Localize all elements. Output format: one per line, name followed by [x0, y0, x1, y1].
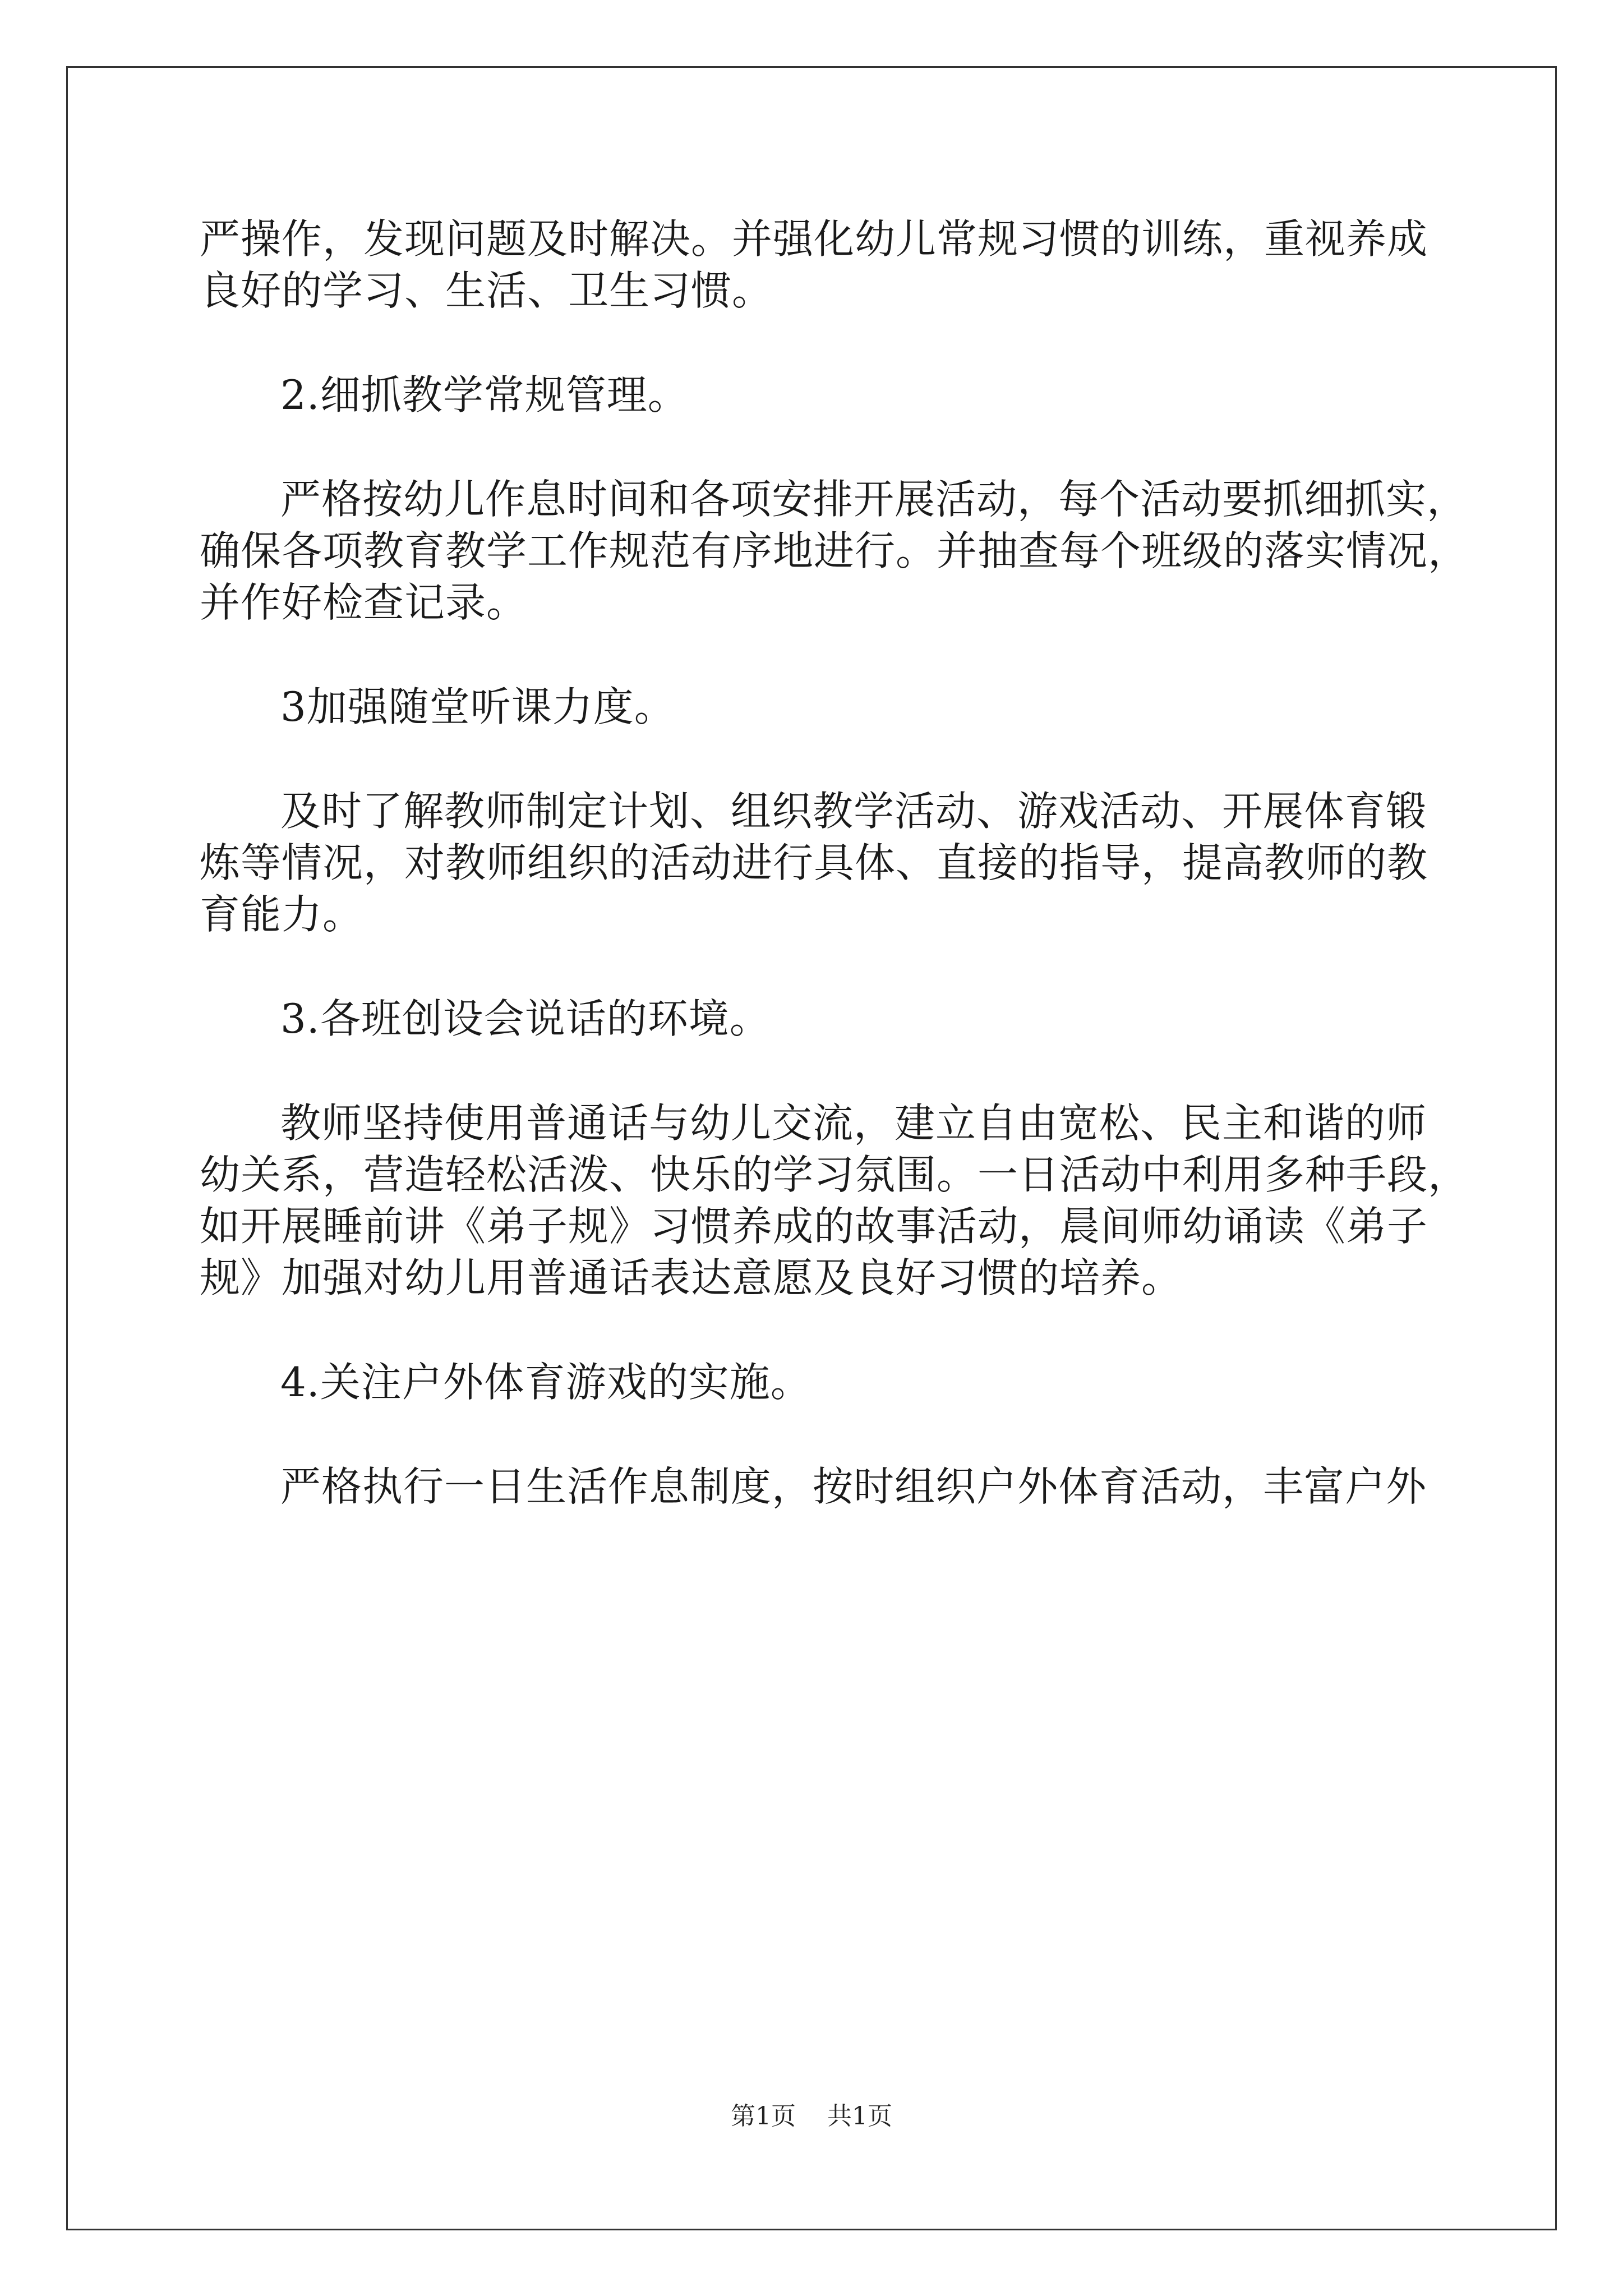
section-heading-line: 3加强随堂听课力度。	[280, 683, 675, 730]
paragraph-line: 规》加强对幼儿用普通话表达意愿及良好习惯的培养。	[200, 1254, 1183, 1301]
paragraph-line: 育能力。	[200, 891, 364, 938]
paragraph-line: 良好的学习、生活、卫生习惯。	[200, 267, 773, 314]
paragraph-line: 并作好检查记录。	[200, 579, 528, 626]
section-heading-line: 4.关注户外体育游戏的实施。	[280, 1359, 811, 1406]
page-footer	[0, 2101, 1623, 2132]
paragraph-gap	[200, 1045, 1428, 1097]
section-heading-line: 2.细抓教学常规管理。	[280, 371, 689, 418]
paragraph-line: 如开展睡前讲《弟子规》习惯养成的故事活动，晨间师幼诵读《弟子	[200, 1203, 1428, 1250]
page-total: 共1页	[827, 2102, 892, 2131]
paragraph-gap	[200, 628, 1428, 681]
paragraph-line: 幼关系，营造轻松活泼、快乐的学习氛围。一日活动中利用多种手段，	[200, 1151, 1469, 1198]
paragraph-line: 及时了解教师制定计划、组织教学活动、游戏活动、开展体育锻	[280, 788, 1427, 835]
paragraph-line: 确保各项教育教学工作规范有序地进行。并抽查每个班级的落实情况，	[200, 527, 1469, 574]
paragraph-line: 教师坚持使用普通话与幼儿交流，建立自由宽松、民主和谐的师	[280, 1099, 1427, 1147]
page-number: 第1页	[731, 2102, 796, 2131]
paragraph-gap	[200, 316, 1428, 369]
paragraph-gap	[200, 940, 1428, 993]
document-body	[200, 213, 1469, 1512]
paragraph-line: 严操作，发现问题及时解决。并强化幼儿常规习惯的训练，重视养成	[200, 215, 1428, 263]
paragraph-gap	[200, 1304, 1428, 1356]
paragraph-gap	[200, 733, 1428, 785]
paragraph-line: 炼等情况，对教师组织的活动进行具体、直接的指导，提高教师的教	[200, 839, 1428, 886]
section-heading-line: 3.各班创设会说话的环境。	[280, 995, 771, 1042]
paragraph-gap	[200, 1408, 1428, 1461]
paragraph-line: 严格按幼儿作息时间和各项安排开展活动，每个活动要抓细抓实，	[280, 476, 1468, 523]
paragraph-gap	[200, 421, 1428, 473]
paragraph-line: 严格执行一日生活作息制度，按时组织户外体育活动，丰富户外	[280, 1463, 1427, 1510]
